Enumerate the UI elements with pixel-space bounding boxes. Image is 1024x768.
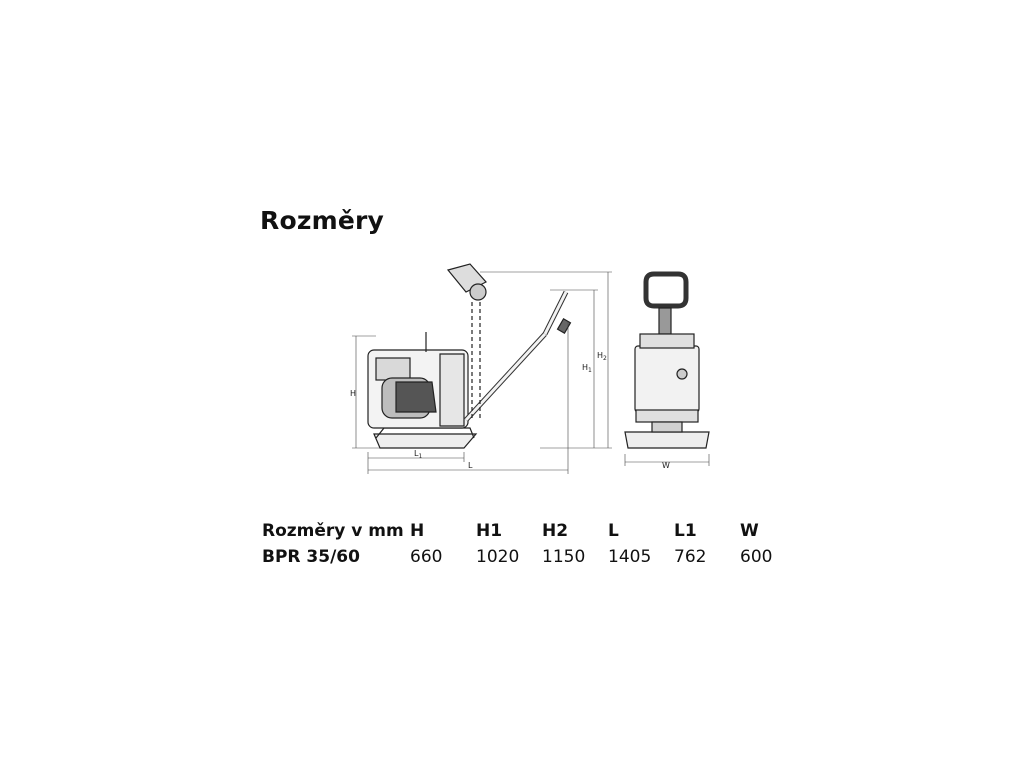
dimensions-table xyxy=(262,518,790,570)
table-cell: 1150 xyxy=(542,547,586,567)
table-cell: 1020 xyxy=(476,547,520,567)
dimension-drawing xyxy=(340,262,720,477)
table-header-cell: L1 xyxy=(674,521,697,541)
page-title: Rozměry xyxy=(260,206,385,235)
engine-body-front xyxy=(635,346,699,412)
base-plate-side xyxy=(374,434,476,448)
table-header-cell: H2 xyxy=(542,521,569,541)
dim-label-W: W xyxy=(662,461,670,470)
table-header-cell: L xyxy=(608,521,619,541)
table-cell: 600 xyxy=(740,547,773,567)
table-cell: 660 xyxy=(410,547,443,567)
dim-label-H2: $H_2$ xyxy=(597,351,607,362)
table-row-label: BPR 35/60 xyxy=(262,547,360,567)
table-header-cell: H1 xyxy=(476,521,503,541)
table-header-cell: H xyxy=(410,521,425,541)
base-plate-front xyxy=(625,432,709,448)
front-handle xyxy=(646,274,686,306)
dim-label-L1: $L_1$ xyxy=(414,449,423,460)
table-cell: 1405 xyxy=(608,547,652,567)
table-cell: 762 xyxy=(674,547,707,567)
table-row xyxy=(262,544,790,570)
table-header-row xyxy=(262,518,790,544)
dim-label-L: L xyxy=(468,461,473,470)
table-header-label: Rozměry v mm xyxy=(262,521,404,541)
dim-label-H1: $H_1$ xyxy=(582,363,592,374)
dim-label-H: H xyxy=(350,389,357,398)
table-header-cell: W xyxy=(740,521,759,541)
